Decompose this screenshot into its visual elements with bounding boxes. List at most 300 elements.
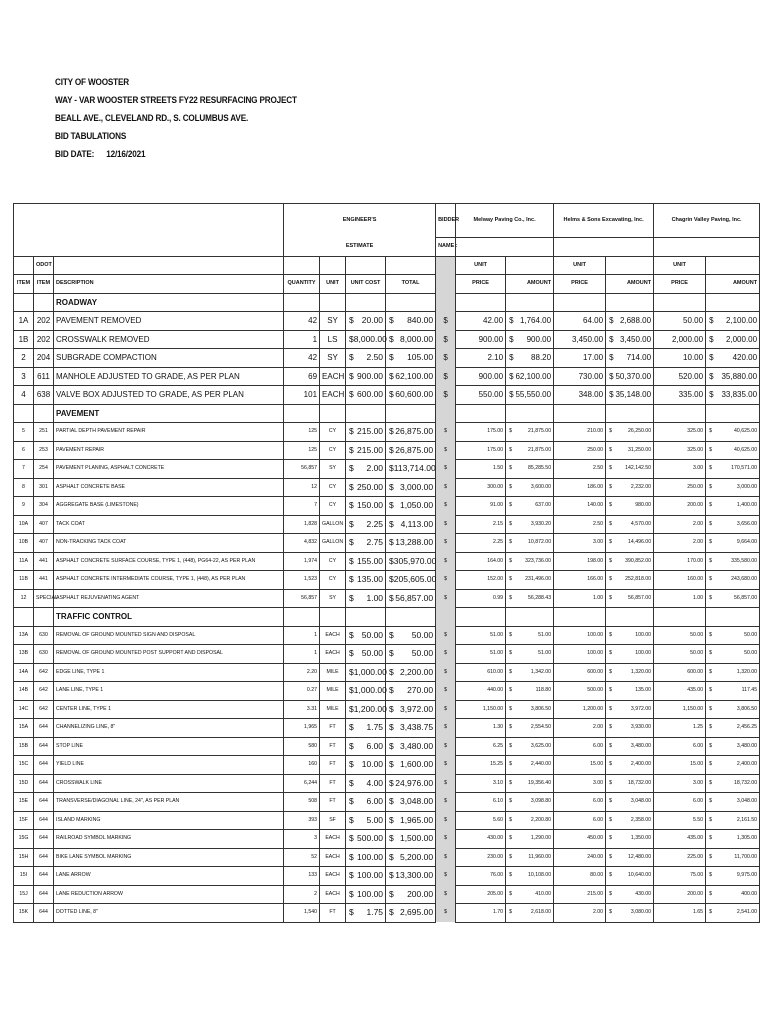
currency-symbol: $ [389,685,394,696]
bidder-3-unit-price: 3.00 [654,460,706,479]
bidder-3-unit-price: 2.00 [654,534,706,553]
amount-value: 3,048.00 [399,796,434,807]
bidder-1-unit-price: 91.00 [456,497,506,516]
bidder-3-amount [706,571,760,590]
unit-cost [346,774,386,793]
quantity: 580 [284,737,320,756]
bidder-1-unit-price: 3.10 [456,774,506,793]
bidder-3-amount [706,830,760,849]
amount-value: 3,480.00 [399,740,434,751]
currency-symbol: $ [609,502,612,509]
table-cell [554,608,606,627]
odot-item: 642 [34,663,54,682]
currency-symbol: $ [709,557,712,564]
total [386,478,436,497]
amount-value: 51.00 [538,631,552,638]
amount-value: 8,000.00 [353,333,387,344]
odot-item: SPECIAL [34,589,54,608]
bidder-3-unit-price: 600.00 [654,663,706,682]
quantity: 160 [284,756,320,775]
table-cell [346,404,386,423]
currency-symbol: $ [609,872,612,879]
bidder-3-unit-price: 50.00 [654,312,706,331]
amount-value: 50,370.00 [615,371,652,381]
amount-value: 1.75 [366,907,384,918]
table-row [14,848,760,867]
amount-value: 3,806.50 [530,705,552,712]
bidder-1-unit-price: 15.25 [456,756,506,775]
currency-symbol: $ [436,737,456,756]
quantity: 3 [284,830,320,849]
unit: FT [320,719,346,738]
amount-value: 56,857.00 [734,594,758,601]
odot-item-header: ITEM [34,275,54,294]
amount-value: 3,930.20 [530,520,552,527]
currency-symbol: $ [709,909,712,916]
item-number: 7 [14,460,34,479]
currency-symbol: $ [436,330,456,349]
item-number: 15I [14,867,34,886]
amount-value: 323,736.00 [525,557,552,564]
table-cell [386,293,436,312]
bidder-3-unit-price: 170.00 [654,552,706,571]
bidder-2-unit-price: 2.00 [554,719,606,738]
unit-cost-header: UNIT COST [346,275,386,294]
currency-symbol: $ [509,334,514,344]
bidder-3-unit-price: 435.00 [654,682,706,701]
currency-symbol: $ [709,687,712,694]
bidder-3-amount [706,534,760,553]
quantity: 1 [284,645,320,664]
currency-symbol: $ [389,870,394,881]
amount-value: 1,350.00 [630,835,652,842]
amount-value: 270.00 [407,685,434,696]
bidder-1-unit-price: 51.00 [456,645,506,664]
bidder-3-amount [706,682,760,701]
currency-symbol: $ [709,390,714,400]
unit: CY [320,423,346,442]
odot-item: 644 [34,811,54,830]
amount-value: 215.00 [357,426,384,437]
amount-value: 85,285.50 [528,465,552,472]
currency-symbol: $ [709,631,712,638]
unit-cost [346,386,386,405]
amount-value: 19,356.40 [528,779,552,786]
amount-value: 100.00 [357,888,384,899]
item-number: 15E [14,793,34,812]
table-cell [14,404,34,423]
bidder-2-unit-price: 100.00 [554,626,606,645]
amount-value: 2,358.00 [630,816,652,823]
table-cell [320,608,346,627]
total [386,793,436,812]
quantity: 7 [284,497,320,516]
currency-symbol: $ [349,833,354,844]
bidder-1-amount-header: AMOUNT [506,275,554,294]
currency-symbol: $ [709,334,714,344]
table-row [14,312,760,331]
amount-value: 2,400.00 [630,761,652,768]
item-description: ASPHALT CONCRETE SURFACE COURSE, TYPE 1, (448), PG64-22, AS PER PLAN [54,552,284,571]
unit-cost [346,756,386,775]
bidder-3-amount [706,756,760,775]
quantity: 2.20 [284,663,320,682]
bidder-3-amount [706,589,760,608]
bidder-3-amount [706,626,760,645]
item-number: 12 [14,589,34,608]
item-description: YIELD LINE [54,756,284,775]
amount-value: 118.80 [535,687,552,694]
currency-symbol: $ [609,909,612,916]
currency-symbol: $ [509,390,514,400]
bidder-3-unit-price: 15.00 [654,756,706,775]
unit-cost [346,867,386,886]
currency-symbol: $ [389,888,394,899]
unit: EACH [320,848,346,867]
bidder-2-amount [606,867,654,886]
currency-symbol: $ [349,592,354,603]
unit-cost [346,367,386,386]
bidder-2-unit-price: 186.00 [554,478,606,497]
amount-value: 10,640.00 [628,872,652,879]
amount-value: 33,835.00 [721,390,758,400]
unit: EACH [320,645,346,664]
bidder-1-amount [506,515,554,534]
quantity: 42 [284,312,320,331]
bidder-2-unit-price: 1.00 [554,589,606,608]
odot-item: 644 [34,904,54,923]
amount-value: 3,806.50 [736,705,758,712]
amount-value: 2,554.50 [530,724,552,731]
table-cell [654,608,706,627]
currency-symbol: $ [349,870,354,881]
table-cell [284,404,320,423]
item-description: SUBGRADE COMPACTION [54,349,284,368]
amount-value: 1,200.00 [353,703,387,714]
odot-item: 441 [34,552,54,571]
currency-symbol: $ [389,370,394,381]
unit-cost [346,700,386,719]
unit-cost [346,830,386,849]
amount-value: 1.75 [366,722,384,733]
bidder-1-amount [506,571,554,590]
bidder-1-amount [506,737,554,756]
currency-symbol: $ [509,428,512,435]
currency-symbol: $ [509,557,512,564]
amount-value: 56,857.00 [628,594,652,601]
total [386,811,436,830]
amount-value: 170,571.00 [731,465,758,472]
bidder-2-amount [606,534,654,553]
bidder-3-unit-price: 325.00 [654,441,706,460]
currency-symbol: $ [509,631,512,638]
currency-symbol: $ [509,705,512,712]
total [386,626,436,645]
section-row [14,404,760,423]
bidder-3-unit-price: 5.50 [654,811,706,830]
amount-value: 18,732.00 [734,779,758,786]
unit-cost [346,349,386,368]
table-row [14,756,760,775]
bidder-2-amount [606,663,654,682]
bidder-3-unit-price: 6.00 [654,737,706,756]
bidder-2-unit-price: 348.00 [554,386,606,405]
amount-value: 62,100.00 [395,370,434,381]
unit: CY [320,552,346,571]
amount-value: 100.00 [357,851,384,862]
currency-symbol: $ [349,444,354,455]
bidder-1-unit-price: 430.00 [456,830,506,849]
currency-symbol: $ [709,816,712,823]
total-header: TOTAL [386,275,436,294]
currency-symbol: $ [709,779,712,786]
header-row-3 [14,256,760,275]
currency-symbol: $ [389,796,394,807]
item-number: 13B [14,645,34,664]
table-row [14,793,760,812]
quantity: 393 [284,811,320,830]
currency-symbol: $ [609,742,612,749]
amount-value: 900.00 [357,370,384,381]
bidder-1-unit-price: 205.00 [456,885,506,904]
item-description: PARTIAL DEPTH PAVEMENT REPAIR [54,423,284,442]
bidder-3-unit-price: 520.00 [654,367,706,386]
bidder-2-amount [606,386,654,405]
amount-value: 3,048.00 [630,798,652,805]
item-description: VALVE BOX ADJUSTED TO GRADE, AS PER PLAN [54,386,284,405]
currency-symbol: $ [389,426,394,437]
currency-symbol: $ [709,576,712,583]
quantity: 1 [284,626,320,645]
currency-symbol: $ [389,814,394,825]
currency-symbol: $ [349,722,354,733]
currency-symbol: $ [709,853,712,860]
bidder-2-unit-price: 500.00 [554,682,606,701]
amount-value: 1,320.00 [736,668,758,675]
section-title: PAVEMENT [54,404,284,423]
currency-symbol: $ [389,500,394,511]
item-number: 10A [14,515,34,534]
total [386,367,436,386]
currency-symbol: $ [509,353,514,363]
amount-value: 2.25 [366,518,384,529]
currency-symbol: $ [709,742,712,749]
amount-value: 2.00 [366,463,384,474]
bidder-3-unit-price: 200.00 [654,885,706,904]
bidder-1-amount [506,497,554,516]
amount-value: 13,288.00 [395,537,434,548]
item-description: ASPHALT CONCRETE BASE [54,478,284,497]
currency-symbol: $ [509,835,512,842]
unit: MILE [320,663,346,682]
bidder-1-unit-price: 230.00 [456,848,506,867]
currency-symbol: $ [509,465,512,472]
quantity: 2 [284,885,320,904]
item-number: 5 [14,423,34,442]
bidder-3-unit-price: 1.65 [654,904,706,923]
amount-value: 3,480.00 [630,742,652,749]
currency-symbol: $ [389,629,394,640]
item-number: 14B [14,682,34,701]
bidder-1-amount [506,719,554,738]
amount-value: 155.00 [357,555,384,566]
bidder-3-amount [706,645,760,664]
bidder-1-unit-price: 900.00 [456,367,506,386]
currency-symbol: $ [709,650,712,657]
table-row [14,830,760,849]
table-cell [456,293,506,312]
currency-symbol: $ [436,441,456,460]
item-number: 4 [14,386,34,405]
unit: MILE [320,682,346,701]
unit-cost [346,478,386,497]
table-row [14,552,760,571]
item-number: 15H [14,848,34,867]
total [386,312,436,331]
amount-value: 3,080.00 [630,909,652,916]
bidder-1-unit-price: 175.00 [456,441,506,460]
item-number: 15D [14,774,34,793]
amount-value: 2,456.25 [736,724,758,731]
bidder-3-amount [706,349,760,368]
unit: CY [320,571,346,590]
amount-value: 113,714.00 [393,463,436,474]
bidder-3-amount [706,719,760,738]
amount-value: 6.00 [366,740,384,751]
item-description: CROSSWALK REMOVED [54,330,284,349]
unit-cost [346,848,386,867]
odot-item: 644 [34,885,54,904]
unit-cost [346,589,386,608]
amount-value: 2.75 [366,537,384,548]
bidder-2-unit-price: 64.00 [554,312,606,331]
bidder-2-unit-price: 17.00 [554,349,606,368]
bidder-2-unit-price: 198.00 [554,552,606,571]
amount-value: 150.00 [357,500,384,511]
bidder-1-unit-price: 440.00 [456,682,506,701]
item-description: LANE REDUCTION ARROW [54,885,284,904]
bidder-3-unit-price: 335.00 [654,386,706,405]
currency-symbol: $ [436,571,456,590]
amount-value: 1,320.00 [630,668,652,675]
bidder-2-unit-price: 80.00 [554,867,606,886]
currency-symbol: $ [389,537,394,548]
table-cell [386,608,436,627]
table-row [14,867,760,886]
bidder-2-amount [606,552,654,571]
currency-symbol: $ [609,390,614,400]
total [386,774,436,793]
amount-value: 2,161.50 [736,816,758,823]
unit-cost [346,904,386,923]
currency-symbol: $ [509,483,512,490]
currency-symbol: $ [349,463,354,474]
total [386,534,436,553]
currency-symbol: $ [509,890,512,897]
item-number: 13A [14,626,34,645]
quantity: 52 [284,848,320,867]
quantity: 3.31 [284,700,320,719]
currency-symbol: $ [436,700,456,719]
amount-value: 1.00 [366,592,384,603]
currency-symbol: $ [389,722,394,733]
bidder-2-amount [606,515,654,534]
table-cell [654,293,706,312]
item-description: ISLAND MARKING [54,811,284,830]
currency-symbol: $ [609,371,614,381]
currency-symbol: $ [709,353,714,363]
odot-item: 644 [34,774,54,793]
total [386,330,436,349]
table-row [14,645,760,664]
quantity: 4,832 [284,534,320,553]
bidder-1-unit-price: 300.00 [456,478,506,497]
amount-value: 3,098.80 [530,798,552,805]
amount-value: 1,305.00 [736,835,758,842]
odot-item: 251 [34,423,54,442]
item-description: ASPHALT REJUVENATING AGENT [54,589,284,608]
amount-value: 20.00 [361,315,384,326]
bidder-2-unit-price: 3,450.00 [554,330,606,349]
table-cell [346,608,386,627]
currency-symbol: $ [609,724,612,731]
table-row [14,423,760,442]
currency-symbol: $ [349,703,354,714]
currency-symbol: $ [509,872,512,879]
bidder-2-unit-price: 1,200.00 [554,700,606,719]
amount-value: 56,288.43 [528,594,552,601]
document-header [55,74,297,164]
bidder-2-unit-price: 600.00 [554,663,606,682]
currency-symbol: $ [609,798,612,805]
quantity: 101 [284,386,320,405]
item-description: PAVEMENT PLANING, ASPHALT CONCRETE [54,460,284,479]
table-cell [506,608,554,627]
currency-symbol: $ [389,833,394,844]
odot-item: 644 [34,848,54,867]
table-cell [320,293,346,312]
bidder-2-amount [606,830,654,849]
table-cell [606,404,654,423]
bidder-3-unit-header: UNIT [654,256,706,275]
amount-value: 3,480.00 [736,742,758,749]
quantity: 1,965 [284,719,320,738]
bidder-2-unit-price: 240.00 [554,848,606,867]
bidder-2-unit-price: 3.00 [554,534,606,553]
currency-symbol: $ [436,793,456,812]
total [386,663,436,682]
currency-symbol: $ [349,814,354,825]
amount-value: 600.00 [357,389,384,400]
table-row [14,626,760,645]
document-type: BID TABULATIONS [55,131,127,142]
unit: EACH [320,626,346,645]
unit: LS [320,330,346,349]
table-cell [320,404,346,423]
bidder-1-unit-price: 1.50 [456,460,506,479]
bidder-3-unit-price: 6.00 [654,793,706,812]
quantity: 1,828 [284,515,320,534]
currency-symbol: $ [509,520,512,527]
unit: SF [320,811,346,830]
amount-value: 9,664.00 [736,539,758,546]
bidder-2-amount [606,904,654,923]
table-row [14,534,760,553]
total [386,682,436,701]
unit: SY [320,460,346,479]
currency-symbol: $ [509,742,512,749]
table-cell [654,404,706,423]
